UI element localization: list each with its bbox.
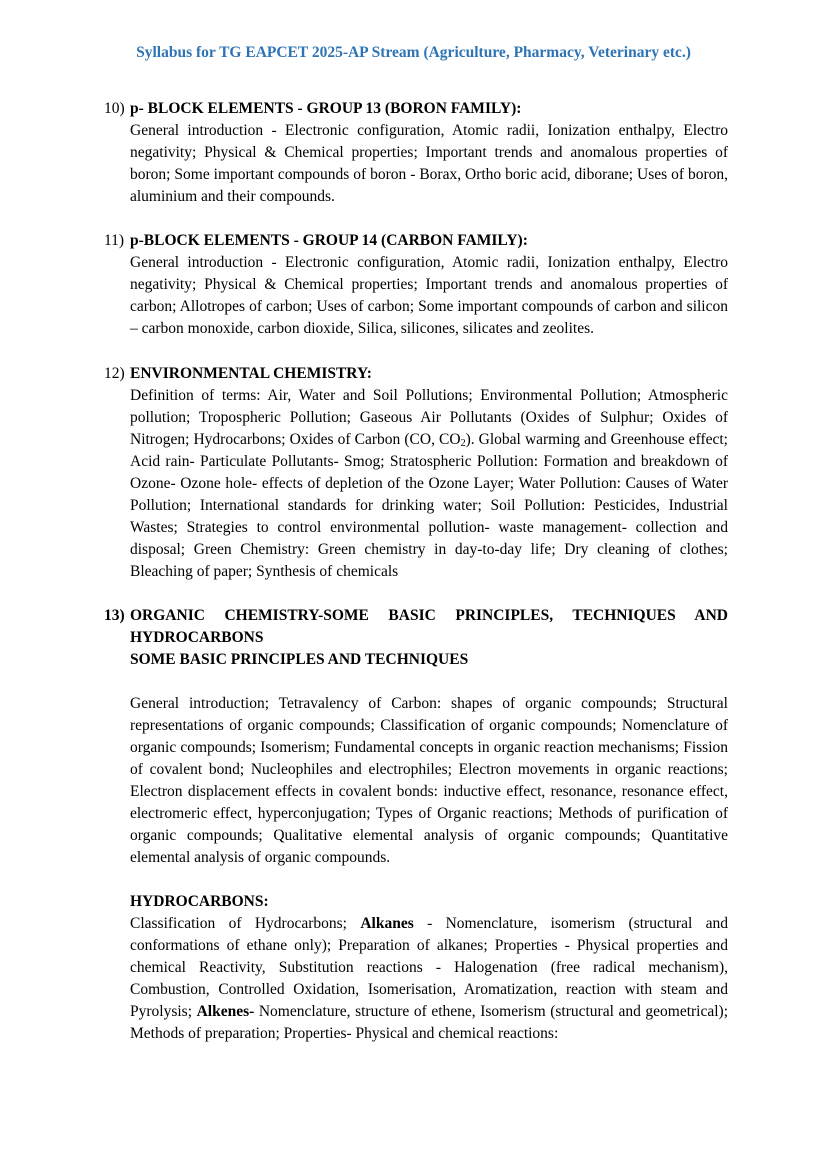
- body-text: Definition of terms: Air, Water and Soil Pollutions; Environmental Pollution; Atmospheric pollution; Tropospheric Pollution; Gaseous Air Pollutants (Oxides of Sulphur; Oxides of Nitrogen; Hydrocarbons; Oxides of Carbon (CO, CO: [130, 387, 728, 448]
- body-text: - Nomenclature, isomerism (structural and conformations of ethane only); Preparation of alkanes; Properties - Physical properties and chemical Reactivity, Substitution reactions - Halogenation (free radical mechanism), Combustion, Controlled Oxidation, Isomerisation, Aromatization, reaction with steam and Pyrolysis;: [130, 915, 728, 1020]
- body-text: Classification of Hydrocarbons;: [130, 915, 361, 932]
- subscript: 2: [460, 438, 466, 449]
- section-10: [104, 98, 728, 208]
- section-body: General introduction - Electronic configuration, Atomic radii, Ionization enthalpy, Electro negativity; Physical & Chemical properties; Important trends and anomalous properties of boron; Some important compounds of boron - Borax, Ortho boric acid, diborane; Uses of boron, aluminium and their compounds.: [130, 122, 728, 205]
- section-body: [130, 385, 728, 583]
- alkanes-term: Alkanes: [360, 915, 414, 932]
- section-title: p- BLOCK ELEMENTS - GROUP 13 (BORON FAMILY):: [130, 100, 522, 117]
- subsection-title: SOME BASIC PRINCIPLES AND TECHNIQUES: [130, 651, 469, 668]
- section-title: ENVIRONMENTAL CHEMISTRY:: [130, 365, 372, 382]
- section-12: [104, 363, 728, 583]
- page-header: Syllabus for TG EAPCET 2025-AP Stream (Agriculture, Pharmacy, Veterinary etc.): [136, 44, 691, 61]
- section-number: 13): [104, 607, 125, 624]
- section-13: [104, 605, 728, 1045]
- section-body: General introduction - Electronic configuration, Atomic radii, Ionization enthalpy, Electro negativity; Physical & Chemical properties; Important trends and anomalous properties of carbon; Allotropes of carbon; Uses of carbon; Some important compounds of carbon and silicon – carbon monoxide, carbon dioxide, Silica, silicones, silicates and zeolites.: [130, 254, 728, 337]
- section-number: 10): [104, 100, 125, 117]
- body-text: ). Global warming and Greenhouse effect; Acid rain- Particulate Pollutants- Smog; Stratospheric Pollution: Formation and breakdown of Ozone- Ozone hole- effects of depletion of the Ozone Layer; Water Pollution: Causes of Water Pollution; International standards for drinking water; Soil Pollution: Pesticides, Industrial Wastes; Strategies to control environmental pollution- waste management- collection and disposal; Green Chemistry: Green chemistry in day-to-day life; Dry cleaning of clothes; Bleaching of paper; Synthesis of chemicals: [130, 431, 728, 580]
- section-title: p-BLOCK ELEMENTS - GROUP 14 (CARBON FAMILY):: [130, 232, 528, 249]
- section-body: General introduction; Tetravalency of Carbon: shapes of organic compounds; Structural representations of organic compounds; Classification of organic compounds; Nomenclature of organic compounds; Isomerism; Fundamental concepts in organic reaction mechanisms; Fission of covalent bond; Nucleophiles and electrophiles; Electron movements in organic reactions; Electron displacement effects in covalent bonds: inductive effect, resonance, resonance effect, electromeric effect, hyperconjugation; Types of Organic reactions; Methods of purification of organic compounds; Qualitative elemental analysis of organic compounds; Quantitative elemental analysis of organic compounds.: [130, 695, 728, 866]
- section-title: ORGANIC CHEMISTRY-SOME BASIC PRINCIPLES, TECHNIQUES AND HYDROCARBONS: [130, 607, 728, 646]
- alkenes-term: Alkenes-: [196, 1003, 255, 1020]
- hydrocarbons-heading: HYDROCARBONS:: [130, 893, 269, 910]
- section-number: 11): [104, 232, 125, 249]
- hydrocarbons-body: [130, 913, 728, 1045]
- section-number: 12): [104, 365, 125, 382]
- body-text: Nomenclature, structure of ethene, Isomerism (structural and geometrical); Methods of preparation; Properties- Physical and chemical reactions:: [130, 1003, 729, 1042]
- section-11: [104, 230, 728, 340]
